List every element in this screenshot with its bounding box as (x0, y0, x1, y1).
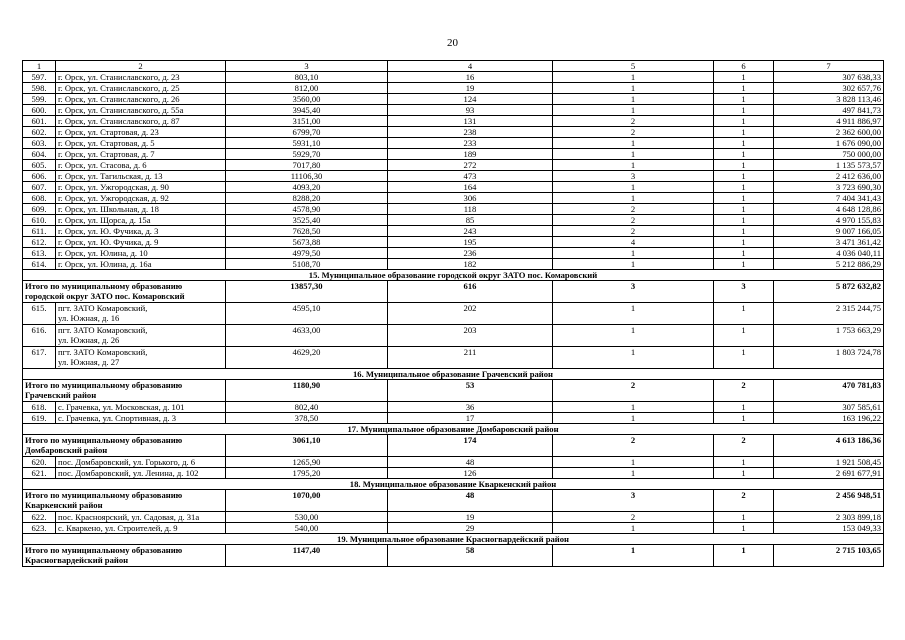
col6-value: 1 (714, 248, 774, 259)
residents: 164 (388, 182, 553, 193)
address: г. Орск, ул. Тагильская, д. 13 (56, 171, 226, 182)
col5-value: 1 (553, 193, 714, 204)
column-header: 2 (56, 61, 226, 72)
cost: 497 841,73 (774, 105, 884, 116)
col5-value: 1 (553, 248, 714, 259)
cost: 1 753 663,29 (774, 325, 884, 347)
table-row (23, 138, 884, 149)
residents: 131 (388, 116, 553, 127)
column-header: 5 (553, 61, 714, 72)
cost: 307 585,61 (774, 402, 884, 413)
address: г. Орск, ул. Стартовая, д. 23 (56, 127, 226, 138)
row-number: 620. (23, 457, 56, 468)
table-row (23, 226, 884, 237)
residents: 118 (388, 204, 553, 215)
col5-value: 1 (553, 325, 714, 347)
total-cost: 470 781,83 (774, 380, 884, 402)
total-label: Итого по муниципальному образованию Грачевский район (23, 380, 226, 402)
table-row (23, 215, 884, 226)
table-row (23, 512, 884, 523)
col5-value: 1 (553, 402, 714, 413)
address: с. Грачевка, ул. Спортивная, д. 3 (56, 413, 226, 424)
total-area: 1180,90 (226, 380, 388, 402)
residents: 195 (388, 237, 553, 248)
col5-value: 1 (553, 94, 714, 105)
section-header-row (23, 424, 884, 435)
address: г. Орск, ул. Станиславского, д. 26 (56, 94, 226, 105)
col5-value: 1 (553, 160, 714, 171)
row-number: 608. (23, 193, 56, 204)
area: 4629,20 (226, 347, 388, 369)
address: г. Орск, ул. Школьная, д. 18 (56, 204, 226, 215)
table-row (23, 248, 884, 259)
cost: 153 049,33 (774, 523, 884, 534)
col5-value: 1 (553, 182, 714, 193)
col6-value: 1 (714, 325, 774, 347)
col5-value: 2 (553, 215, 714, 226)
col5-value: 1 (553, 149, 714, 160)
section-title: 18. Муниципальное образование Кваркенский район (23, 479, 884, 490)
col5-value: 1 (553, 413, 714, 424)
col6-value: 1 (714, 402, 774, 413)
total-col5: 3 (553, 281, 714, 303)
total-col6: 1 (714, 545, 774, 567)
table-row (23, 182, 884, 193)
row-number: 621. (23, 468, 56, 479)
cost: 2 315 244,75 (774, 303, 884, 325)
row-number: 600. (23, 105, 56, 116)
row-number: 598. (23, 83, 56, 94)
col6-value: 1 (714, 237, 774, 248)
table-row (23, 83, 884, 94)
total-col5: 2 (553, 380, 714, 402)
section-header-row (23, 270, 884, 281)
cost: 750 000,00 (774, 149, 884, 160)
col5-value: 1 (553, 303, 714, 325)
residents: 238 (388, 127, 553, 138)
total-cost: 2 715 103,65 (774, 545, 884, 567)
page-number: 20 (447, 37, 458, 49)
table-row (23, 457, 884, 468)
section-title: 15. Муниципальное образование городской округ ЗАТО пос. Комаровский (23, 270, 884, 281)
address: г. Орск, ул. Станиславского, д. 25 (56, 83, 226, 94)
total-cost: 5 872 632,82 (774, 281, 884, 303)
area: 5108,70 (226, 259, 388, 270)
col6-value: 1 (714, 468, 774, 479)
area: 530,00 (226, 512, 388, 523)
residents: 233 (388, 138, 553, 149)
table-row (23, 171, 884, 182)
cost: 3 471 361,42 (774, 237, 884, 248)
area: 3945,40 (226, 105, 388, 116)
area: 5929,70 (226, 149, 388, 160)
address (56, 325, 226, 347)
row-number: 610. (23, 215, 56, 226)
residents: 182 (388, 259, 553, 270)
total-area: 1147,40 (226, 545, 388, 567)
table-row (23, 94, 884, 105)
section-header-row (23, 534, 884, 545)
col6-value: 1 (714, 160, 774, 171)
residents: 202 (388, 303, 553, 325)
area: 378,50 (226, 413, 388, 424)
col6-value: 1 (714, 259, 774, 270)
address-line-1: пгт. ЗАТО Комаровский, (58, 347, 148, 357)
total-area: 13857,30 (226, 281, 388, 303)
row-number: 623. (23, 523, 56, 534)
address: г. Орск, ул. Ю. Фучика, д. 3 (56, 226, 226, 237)
row-number: 597. (23, 72, 56, 83)
column-header: 1 (23, 61, 56, 72)
residents: 93 (388, 105, 553, 116)
row-number: 617. (23, 347, 56, 369)
section-header-row (23, 369, 884, 380)
row-number: 601. (23, 116, 56, 127)
col6-value: 1 (714, 413, 774, 424)
area: 1265,90 (226, 457, 388, 468)
cost: 2 691 677,91 (774, 468, 884, 479)
cost: 3 723 690,30 (774, 182, 884, 193)
residents: 243 (388, 226, 553, 237)
address (56, 347, 226, 369)
residents: 29 (388, 523, 553, 534)
residents: 19 (388, 83, 553, 94)
cost: 4 911 886,97 (774, 116, 884, 127)
col6-value: 1 (714, 171, 774, 182)
total-row (23, 435, 884, 457)
col6-value: 1 (714, 347, 774, 369)
col6-value: 1 (714, 127, 774, 138)
row-number: 613. (23, 248, 56, 259)
col5-value: 2 (553, 226, 714, 237)
address-line-1: пгт. ЗАТО Комаровский, (58, 303, 148, 313)
row-number: 622. (23, 512, 56, 523)
row-number: 602. (23, 127, 56, 138)
total-col5: 2 (553, 435, 714, 457)
col5-value: 3 (553, 171, 714, 182)
housing-register-table (22, 60, 884, 567)
col5-value: 1 (553, 347, 714, 369)
residents: 473 (388, 171, 553, 182)
table-row (23, 193, 884, 204)
column-header: 7 (774, 61, 884, 72)
table-row (23, 160, 884, 171)
col5-value: 1 (553, 523, 714, 534)
area: 3560,00 (226, 94, 388, 105)
table-row (23, 413, 884, 424)
address: г. Орск, ул. Станиславского, д. 23 (56, 72, 226, 83)
area: 11106,30 (226, 171, 388, 182)
area: 4595,10 (226, 303, 388, 325)
area: 6799,70 (226, 127, 388, 138)
table-row (23, 523, 884, 534)
column-number-row (23, 61, 884, 72)
col6-value: 1 (714, 105, 774, 116)
residents: 124 (388, 94, 553, 105)
cost: 2 412 636,00 (774, 171, 884, 182)
residents: 203 (388, 325, 553, 347)
table-row (23, 237, 884, 248)
total-row (23, 545, 884, 567)
area: 803,10 (226, 72, 388, 83)
address: г. Орск, ул. Ужгородская, д. 92 (56, 193, 226, 204)
cost: 2 362 600,00 (774, 127, 884, 138)
cost: 163 196,22 (774, 413, 884, 424)
total-label: Итого по муниципальному образованию городской округ ЗАТО пос. Комаровский (23, 281, 226, 303)
residents: 189 (388, 149, 553, 160)
total-residents: 53 (388, 380, 553, 402)
area: 540,00 (226, 523, 388, 534)
address: г. Орск, ул. Ю. Фучика, д. 9 (56, 237, 226, 248)
row-number: 605. (23, 160, 56, 171)
area: 802,40 (226, 402, 388, 413)
col6-value: 1 (714, 149, 774, 160)
section-title: 17. Муниципальное образование Домбаровский район (23, 424, 884, 435)
total-col6: 3 (714, 281, 774, 303)
area: 5931,10 (226, 138, 388, 149)
area: 4093,20 (226, 182, 388, 193)
total-label: Итого по муниципальному образованию Кваркенский район (23, 490, 226, 512)
total-row (23, 281, 884, 303)
section-title: 19. Муниципальное образование Красногвардейский район (23, 534, 884, 545)
address: пос. Домбаровский, ул. Горького, д. 6 (56, 457, 226, 468)
residents: 19 (388, 512, 553, 523)
column-header: 3 (226, 61, 388, 72)
col5-value: 2 (553, 204, 714, 215)
residents: 16 (388, 72, 553, 83)
section-header-row (23, 479, 884, 490)
address: пос. Домбаровский, ул. Ленина, д. 102 (56, 468, 226, 479)
col5-value: 1 (553, 138, 714, 149)
total-cost: 4 613 186,36 (774, 435, 884, 457)
table-row (23, 259, 884, 270)
total-area: 1070,00 (226, 490, 388, 512)
total-residents: 58 (388, 545, 553, 567)
row-number: 607. (23, 182, 56, 193)
cost: 4 970 155,83 (774, 215, 884, 226)
cost: 2 303 899,18 (774, 512, 884, 523)
column-header: 6 (714, 61, 774, 72)
address: г. Орск, ул. Юлина, д. 16а (56, 259, 226, 270)
col6-value: 1 (714, 457, 774, 468)
residents: 85 (388, 215, 553, 226)
cost: 9 007 166,05 (774, 226, 884, 237)
col5-value: 1 (553, 468, 714, 479)
residents: 17 (388, 413, 553, 424)
col6-value: 1 (714, 204, 774, 215)
row-number: 616. (23, 325, 56, 347)
col5-value: 1 (553, 105, 714, 116)
residents: 211 (388, 347, 553, 369)
col6-value: 1 (714, 138, 774, 149)
col5-value: 1 (553, 72, 714, 83)
address (56, 303, 226, 325)
col5-value: 2 (553, 116, 714, 127)
cost: 1 676 090,00 (774, 138, 884, 149)
residents: 272 (388, 160, 553, 171)
row-number: 619. (23, 413, 56, 424)
cost: 1 921 508,45 (774, 457, 884, 468)
col6-value: 1 (714, 72, 774, 83)
address: г. Орск, ул. Стартовая, д. 5 (56, 138, 226, 149)
area: 3151,00 (226, 116, 388, 127)
row-number: 611. (23, 226, 56, 237)
row-number: 603. (23, 138, 56, 149)
area: 3525,40 (226, 215, 388, 226)
col6-value: 1 (714, 523, 774, 534)
total-col6: 2 (714, 380, 774, 402)
row-number: 606. (23, 171, 56, 182)
address: с. Грачевка, ул. Московская, д. 101 (56, 402, 226, 413)
col6-value: 1 (714, 512, 774, 523)
col5-value: 1 (553, 259, 714, 270)
col6-value: 1 (714, 94, 774, 105)
total-residents: 48 (388, 490, 553, 512)
col6-value: 1 (714, 182, 774, 193)
cost: 302 657,76 (774, 83, 884, 94)
address-line-2: ул. Южная, д. 26 (58, 335, 120, 345)
table-row (23, 325, 884, 347)
col6-value: 1 (714, 215, 774, 226)
cost: 3 828 113,46 (774, 94, 884, 105)
area: 4979,50 (226, 248, 388, 259)
cost: 1 135 573,57 (774, 160, 884, 171)
section-title: 16. Муниципальное образование Грачевский район (23, 369, 884, 380)
col5-value: 2 (553, 127, 714, 138)
residents: 48 (388, 457, 553, 468)
cost: 4 648 128,86 (774, 204, 884, 215)
col5-value: 2 (553, 512, 714, 523)
address: г. Орск, ул. Щорса, д. 15а (56, 215, 226, 226)
area: 7628,50 (226, 226, 388, 237)
row-number: 599. (23, 94, 56, 105)
residents: 126 (388, 468, 553, 479)
row-number: 618. (23, 402, 56, 413)
row-number: 609. (23, 204, 56, 215)
cost: 7 404 341,43 (774, 193, 884, 204)
table-row (23, 347, 884, 369)
total-row (23, 380, 884, 402)
address: г. Орск, ул. Станиславского, д. 87 (56, 116, 226, 127)
address: г. Орск, ул. Юлина, д. 10 (56, 248, 226, 259)
address-line-1: пгт. ЗАТО Комаровский, (58, 325, 148, 335)
col6-value: 1 (714, 83, 774, 94)
col5-value: 1 (553, 83, 714, 94)
residents: 236 (388, 248, 553, 259)
total-col6: 2 (714, 435, 774, 457)
col6-value: 1 (714, 116, 774, 127)
address: с. Кваркено, ул. Строителей, д. 9 (56, 523, 226, 534)
col5-value: 4 (553, 237, 714, 248)
total-label: Итого по муниципальному образованию Домбаровский район (23, 435, 226, 457)
total-residents: 174 (388, 435, 553, 457)
col6-value: 1 (714, 226, 774, 237)
cost: 5 212 886,29 (774, 259, 884, 270)
table-row (23, 149, 884, 160)
area: 812,00 (226, 83, 388, 94)
address-line-2: ул. Южная, д. 16 (58, 313, 120, 323)
cost: 307 638,33 (774, 72, 884, 83)
col6-value: 1 (714, 303, 774, 325)
row-number: 615. (23, 303, 56, 325)
total-label: Итого по муниципальному образованию Красногвардейский район (23, 545, 226, 567)
residents: 306 (388, 193, 553, 204)
address: пос. Красноярский, ул. Садовая, д. 31а (56, 512, 226, 523)
table-row (23, 402, 884, 413)
address: г. Орск, ул. Стасова, д. 6 (56, 160, 226, 171)
total-cost: 2 456 948,51 (774, 490, 884, 512)
table-row (23, 303, 884, 325)
column-header: 4 (388, 61, 553, 72)
area: 1795,20 (226, 468, 388, 479)
table-row (23, 105, 884, 116)
row-number: 612. (23, 237, 56, 248)
residents: 36 (388, 402, 553, 413)
total-row (23, 490, 884, 512)
total-col5: 3 (553, 490, 714, 512)
table-body (23, 61, 884, 567)
row-number: 604. (23, 149, 56, 160)
cost: 1 803 724,78 (774, 347, 884, 369)
address: г. Орск, ул. Стартовая, д. 7 (56, 149, 226, 160)
table-row (23, 72, 884, 83)
table-row (23, 204, 884, 215)
address: г. Орск, ул. Станиславского, д. 55а (56, 105, 226, 116)
total-col6: 2 (714, 490, 774, 512)
cost: 4 036 040,11 (774, 248, 884, 259)
table-row (23, 127, 884, 138)
area: 5673,88 (226, 237, 388, 248)
table-row (23, 116, 884, 127)
area: 7017,80 (226, 160, 388, 171)
address-line-2: ул. Южная, д. 27 (58, 357, 120, 367)
total-residents: 616 (388, 281, 553, 303)
area: 8288,20 (226, 193, 388, 204)
table-row (23, 468, 884, 479)
area: 4578,90 (226, 204, 388, 215)
col6-value: 1 (714, 193, 774, 204)
row-number: 614. (23, 259, 56, 270)
total-area: 3061,10 (226, 435, 388, 457)
area: 4633,00 (226, 325, 388, 347)
col5-value: 1 (553, 457, 714, 468)
address: г. Орск, ул. Ужгородская, д. 90 (56, 182, 226, 193)
total-col5: 1 (553, 545, 714, 567)
